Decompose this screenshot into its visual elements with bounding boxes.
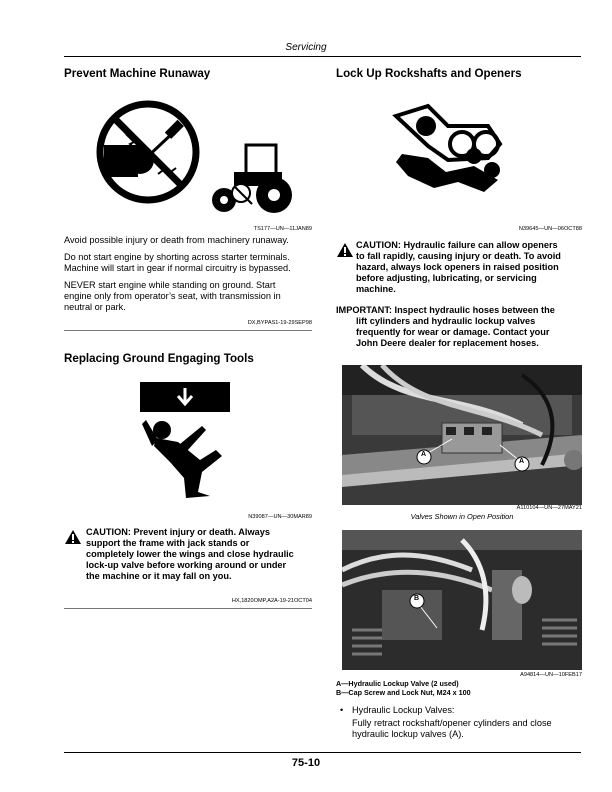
photo2-figure-id: A94814—UN—10FEB17	[520, 672, 582, 678]
tools-caution-line-3: completely lower the wings and close hydraulic	[86, 549, 294, 559]
crush-hazard-illustration	[388, 96, 518, 206]
bullet-text-1: Fully retract rockshaft/opener cylinders and close	[352, 718, 552, 728]
lockup-caution-line-4: before adjusting, lubricating, or servicing	[356, 273, 537, 283]
tools-reference: HX,1820OMP,A2A-19-21OCT04	[231, 598, 312, 604]
runaway-paragraph-3a: NEVER start engine while standing on ground. Start	[64, 280, 276, 290]
falling-load-illustration	[140, 380, 290, 510]
lockup-caution-line-2: to fall rapidly, causing injury or death. To avoid	[356, 251, 561, 261]
important-line-4: John Deere dealer for replacement hoses.	[356, 338, 539, 348]
important-line-2: lift cylinders and hydraulic lockup valves	[356, 316, 536, 326]
important-line-1: IMPORTANT: Inspect hydraulic hoses between the	[336, 305, 555, 315]
header-rule	[64, 56, 581, 57]
tools-separator	[64, 608, 312, 609]
callout-a-label: A	[519, 458, 525, 465]
runaway-paragraph-3c: neutral or park.	[64, 302, 126, 312]
hydraulic-valves-photo	[342, 365, 582, 505]
footer-rule	[64, 752, 581, 753]
legend-b: B—Cap Screw and Lock Nut, M24 x 100	[336, 688, 471, 697]
runaway-separator	[64, 330, 312, 331]
runaway-paragraph-1: Avoid possible injury or death from machinery runaway.	[64, 235, 289, 245]
tools-caution-line-5: the machine or it may fall on you.	[86, 571, 232, 581]
legend-a: A—Hydraulic Lockup Valve (2 used)	[336, 679, 459, 688]
caution-warning-icon	[337, 243, 353, 257]
runaway-figure-id: TS177—UN—11JAN89	[253, 226, 312, 232]
photo1-figure-id: A110104—UN—27MAY21	[516, 505, 582, 511]
page-number: 75-10	[291, 757, 321, 769]
tools-caution-line-1: CAUTION: Prevent injury or death. Always	[86, 527, 270, 537]
callout-a-label: A	[421, 451, 427, 458]
crouching-person-icon	[142, 420, 222, 498]
runaway-paragraph-2b: Machine will start in gear if normal circuitry is bypassed.	[64, 263, 291, 273]
lockup-caution-line-1: CAUTION: Hydraulic failure can allow openers	[356, 240, 558, 250]
photo1-caption: Valves Shown in Open Position	[410, 512, 514, 521]
cap-screw-photo	[342, 530, 582, 670]
runaway-heading: Prevent Machine Runaway	[64, 67, 211, 80]
runaway-illustration	[96, 90, 296, 220]
lockup-caution-line-5: machine.	[356, 284, 396, 294]
tools-heading: Replacing Ground Engaging Tools	[64, 352, 254, 365]
lockup-heading: Lock Up Rockshafts and Openers	[336, 67, 522, 80]
callout-b-label: B	[414, 595, 420, 602]
important-line-3: frequently for wear or damage. Contact your	[356, 327, 550, 337]
lockup-caution-line-3: hazard, always lock openers in raised position	[356, 262, 559, 272]
runaway-paragraph-3b: engine only from operator’s seat, with transmission in	[64, 291, 281, 301]
lockup-figure-id: N39645—UN—06OCT88	[518, 226, 582, 232]
bullet-dot: •	[340, 705, 344, 715]
tools-caution-line-2: support the frame with jack stands or	[86, 538, 250, 548]
bullet-title: Hydraulic Lockup Valves:	[352, 705, 455, 715]
tractor-icon	[212, 145, 292, 213]
tools-caution-line-4: lock-up valve before working around or under	[86, 560, 287, 570]
bullet-text-2: hydraulic lockup valves (A).	[352, 729, 464, 739]
caution-warning-icon	[65, 530, 81, 544]
tools-figure-id: N39087—UN—30MAR89	[248, 514, 312, 520]
runaway-reference: DX,BYPAS1-19-29SEP98	[247, 320, 312, 326]
runaway-paragraph-2a: Do not start engine by shorting across starter terminals.	[64, 252, 290, 262]
running-header: Servicing	[285, 42, 327, 53]
